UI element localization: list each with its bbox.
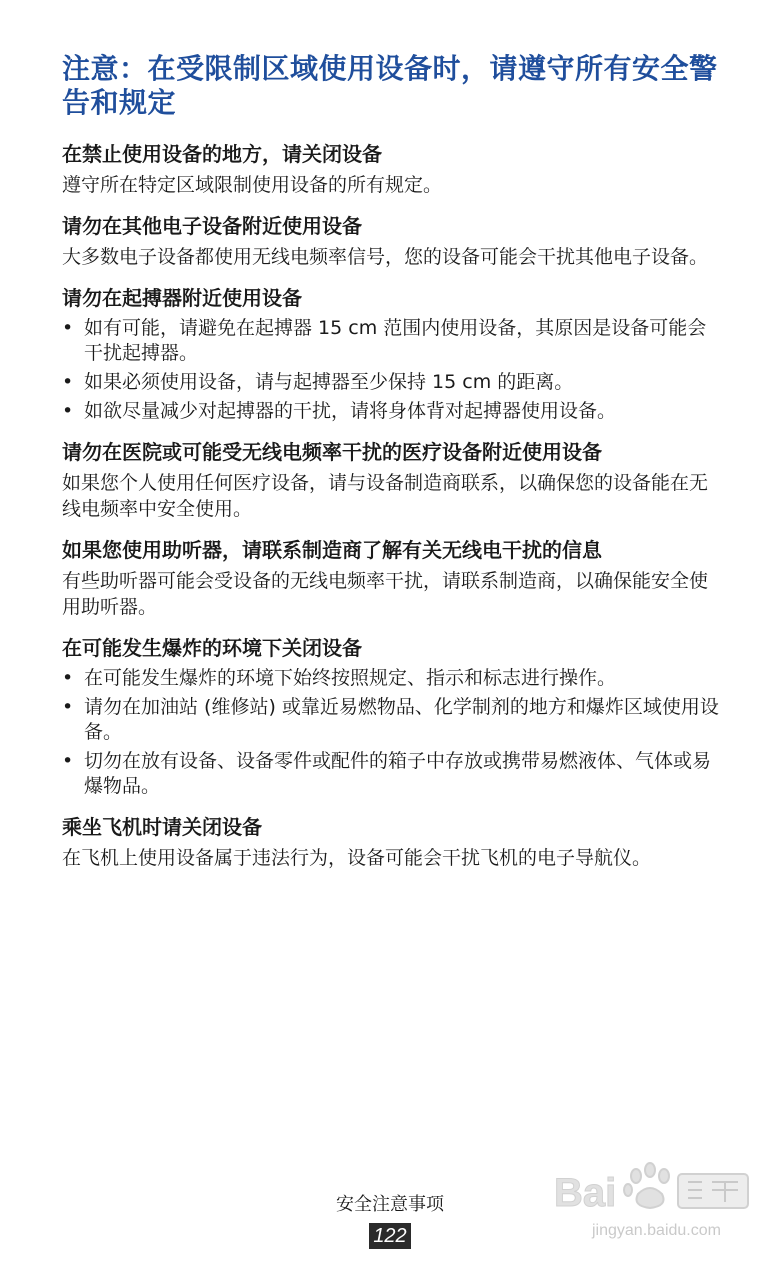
section-heading: 乘坐飞机时请关闭设备	[62, 815, 262, 839]
bullet-icon: •	[62, 400, 74, 422]
page-title: 注意：在受限制区域使用设备时，请遵守所有安全警告和规定	[62, 52, 718, 119]
list-item	[62, 749, 722, 799]
bullet-list	[62, 316, 722, 424]
list-item	[62, 316, 722, 366]
section-body: 大多数电子设备都使用无线电频率信号，您的设备可能会干扰其他电子设备。	[62, 246, 709, 268]
list-item	[62, 695, 722, 745]
section-aircraft	[62, 813, 722, 871]
watermark-url: jingyan.baidu.com	[592, 1222, 721, 1239]
page-number: 122	[369, 1223, 410, 1249]
section-body: 如果您个人使用任何医疗设备，请与设备制造商联系，以确保您的设备能在无线电频率中安全使用。	[62, 472, 709, 520]
bullet-icon: •	[62, 317, 74, 339]
bullet-icon: •	[62, 696, 74, 718]
svg-text:Bai: Bai	[554, 1171, 617, 1215]
section-prohibited-areas	[62, 140, 722, 198]
section-body: 有些助听器可能会受设备的无线电频率干扰，请联系制造商，以确保能安全使用助听器。	[62, 570, 709, 618]
list-item	[62, 370, 722, 395]
bullet-icon: •	[62, 750, 74, 772]
section-body: 遵守所在特定区域限制使用设备的所有规定。	[62, 174, 443, 196]
list-item-text: 如果必须使用设备，请与起搏器至少保持 15 cm 的距离。	[84, 371, 574, 393]
bullet-icon: •	[62, 667, 74, 689]
list-item-text: 请勿在加油站 (维修站) 或靠近易燃物品、化学制剂的地方和爆炸区域使用设备。	[84, 696, 719, 743]
section-heading: 请勿在起搏器附近使用设备	[62, 286, 302, 310]
list-item-text: 切勿在放有设备、设备零件或配件的箱子中存放或携带易燃液体、气体或易爆物品。	[84, 750, 712, 797]
section-body: 在飞机上使用设备属于违法行为，设备可能会干扰飞机的电子导航仪。	[62, 847, 652, 869]
section-heading: 如果您使用助听器，请联系制造商了解有关无线电干扰的信息	[62, 538, 602, 562]
baidu-paw-logo-icon	[552, 1160, 752, 1220]
list-item-text: 如有可能，请避免在起搏器 15 cm 范围内使用设备，其原因是设备可能会干扰起搏器。	[84, 317, 707, 364]
list-item	[62, 666, 722, 691]
section-explosive-environments	[62, 634, 722, 799]
list-item-text: 如欲尽量减少对起搏器的干扰，请将身体背对起搏器使用设备。	[84, 400, 617, 422]
section-heading: 在可能发生爆炸的环境下关闭设备	[62, 636, 362, 660]
list-item-text: 在可能发生爆炸的环境下始终按照规定、指示和标志进行操作。	[84, 667, 617, 689]
section-heading: 在禁止使用设备的地方，请关闭设备	[62, 142, 382, 166]
section-medical-devices	[62, 438, 722, 522]
document-page	[62, 52, 722, 885]
section-hearing-aids	[62, 536, 722, 620]
section-pacemaker	[62, 284, 722, 424]
section-heading: 请勿在医院或可能受无线电频率干扰的医疗设备附近使用设备	[62, 440, 602, 464]
bullet-icon: •	[62, 371, 74, 393]
section-other-electronics	[62, 212, 722, 270]
bullet-list	[62, 666, 722, 799]
baidu-jingyan-watermark-logo	[552, 1160, 752, 1252]
list-item	[62, 399, 722, 424]
section-heading: 请勿在其他电子设备附近使用设备	[62, 214, 362, 238]
footer-section-label: 安全注意事项	[336, 1194, 444, 1215]
